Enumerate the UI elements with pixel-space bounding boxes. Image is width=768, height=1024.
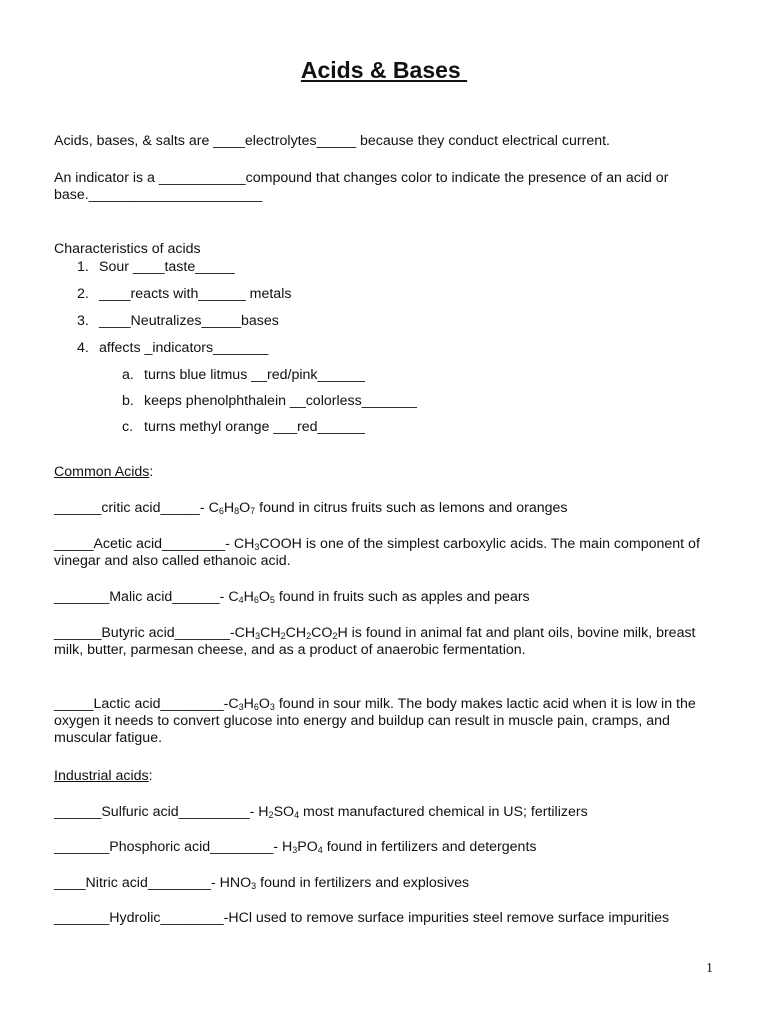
formula-part: PO xyxy=(297,839,318,855)
formula-part: O xyxy=(258,589,270,605)
sub-list-letter: b. xyxy=(122,393,134,409)
acid-name-blank: ______critic acid_____- C xyxy=(54,500,219,516)
acid-entry-lactic xyxy=(54,696,724,747)
intro-electrolytes: Acids, bases, & salts are ____electrolytes_____ because they conduct electrical current. xyxy=(54,133,610,149)
sub-list-item xyxy=(122,393,417,410)
formula-subscript: 3 xyxy=(254,542,260,552)
formula-part: CO xyxy=(311,625,333,641)
acid-description: found in fertilizers and detergents xyxy=(322,839,537,855)
formula-subscript: 3 xyxy=(238,702,244,712)
formula-part: O xyxy=(258,696,270,712)
formula-part: CH xyxy=(285,625,307,641)
acid-entry-citric xyxy=(54,500,724,517)
list-text: Sour ____taste_____ xyxy=(99,259,235,275)
acid-description: found in fertilizers and explosives xyxy=(256,875,470,891)
acid-name-blank: ______Butyric acid_______-CH xyxy=(54,625,256,641)
acid-description: COOH is one of the simplest carboxylic acids. The main component of vinegar and also called ethanoic acid. xyxy=(54,536,700,569)
formula-subscript: 2 xyxy=(280,631,286,641)
formula-subscript: 3 xyxy=(255,631,261,641)
industrial-acids-heading xyxy=(54,768,724,785)
list-item xyxy=(77,340,268,357)
acid-name-blank: _______Malic acid______- C xyxy=(54,589,239,605)
list-number: 2. xyxy=(77,286,89,302)
formula-subscript: 3 xyxy=(251,881,257,891)
formula-subscript: 2 xyxy=(332,631,338,641)
list-item xyxy=(77,313,279,330)
sub-list-text: keeps phenolphthalein __colorless_______ xyxy=(144,393,417,409)
acid-name-blank: _______Hydrolic________-HCl used to remove surface impurities steel remove surface impurities xyxy=(54,910,670,926)
sub-list-letter: c. xyxy=(122,419,134,435)
acid-entry-butyric xyxy=(54,625,724,659)
characteristics-heading: Characteristics of acids xyxy=(54,241,201,257)
formula-subscript: 3 xyxy=(269,702,275,712)
acid-entry-phosphoric xyxy=(54,839,724,856)
formula-subscript: 6 xyxy=(253,702,259,712)
acid-description: most manufactured chemical in US; fertilizers xyxy=(299,804,588,820)
common-acids-heading-text: Common Acids xyxy=(54,464,150,480)
list-text: ____reacts with______ metals xyxy=(99,286,292,302)
acid-entry-hydrochloric xyxy=(54,910,724,927)
intro-indicator: An indicator is a ___________compound that changes color to indicate the presence of an acid or base.______________________ xyxy=(54,170,669,203)
acid-entry-nitric xyxy=(54,875,724,892)
sub-list-text: turns methyl orange ___red______ xyxy=(144,419,365,435)
formula-subscript: 3 xyxy=(292,845,298,855)
formula-subscript: 6 xyxy=(253,595,259,605)
common-acids-heading xyxy=(54,464,724,481)
formula-part: CH xyxy=(260,625,281,641)
formula-subscript: 4 xyxy=(238,595,244,605)
formula-part: H xyxy=(223,500,235,516)
formula-subscript: 7 xyxy=(250,506,256,516)
sub-list-item xyxy=(122,367,365,384)
acid-name-blank: _______Phosphoric acid________- H xyxy=(54,839,293,855)
sub-list-text: turns blue litmus __red/pink______ xyxy=(144,367,365,383)
formula-subscript: 8 xyxy=(234,506,240,516)
formula-part: H xyxy=(243,696,254,712)
acid-name-blank: _____Lactic acid________-C xyxy=(54,696,239,712)
page-number: 1 xyxy=(706,961,713,976)
list-text: affects _indicators_______ xyxy=(99,340,269,356)
acid-name-blank: ______Sulfuric acid_________- H xyxy=(54,804,269,820)
acid-description: found in sour milk. The body makes lactic acid when it is low in the oxygen it needs to convert glucose into energy and buildup can result in muscle pain, cramps, and muscular fatigue. xyxy=(54,696,696,746)
list-number: 4. xyxy=(77,340,89,356)
list-number: 1. xyxy=(77,259,89,275)
acid-entry-malic xyxy=(54,589,724,606)
formula-part: O xyxy=(239,500,251,516)
acid-description: found in fruits such as apples and pears xyxy=(274,589,530,605)
formula-part: SO xyxy=(273,804,295,820)
industrial-acids-heading-text: Industrial acids xyxy=(54,768,149,784)
sub-list-item xyxy=(122,419,365,436)
formula-subscript: 6 xyxy=(218,506,224,516)
acid-entry-acetic xyxy=(54,536,724,570)
heading-colon: : xyxy=(149,464,154,480)
formula-subscript: 4 xyxy=(317,845,323,855)
formula-subscript: 2 xyxy=(306,631,312,641)
acid-description: H is found in animal fat and plant oils, bovine milk, breast milk, butter, parmesan cheese, and as a product of anaerobic fermentation. xyxy=(54,625,696,658)
acid-entry-sulfuric xyxy=(54,804,724,821)
list-item xyxy=(77,259,235,276)
acid-description: found in citrus fruits such as lemons and oranges xyxy=(255,500,568,516)
formula-subscript: 4 xyxy=(294,810,300,820)
list-item xyxy=(77,286,291,303)
formula-subscript: 5 xyxy=(269,595,275,605)
acid-name-blank: ____Nitric acid________- HNO xyxy=(54,875,252,891)
list-number: 3. xyxy=(77,313,89,329)
list-text: ____Neutralizes_____bases xyxy=(99,313,279,329)
formula-subscript: 2 xyxy=(268,810,274,820)
formula-part: H xyxy=(243,589,254,605)
acid-name-blank: _____Acetic acid________- CH xyxy=(54,536,255,552)
heading-colon: : xyxy=(148,768,153,784)
page-title: Acids & Bases xyxy=(300,57,468,83)
sub-list-letter: a. xyxy=(122,367,134,383)
